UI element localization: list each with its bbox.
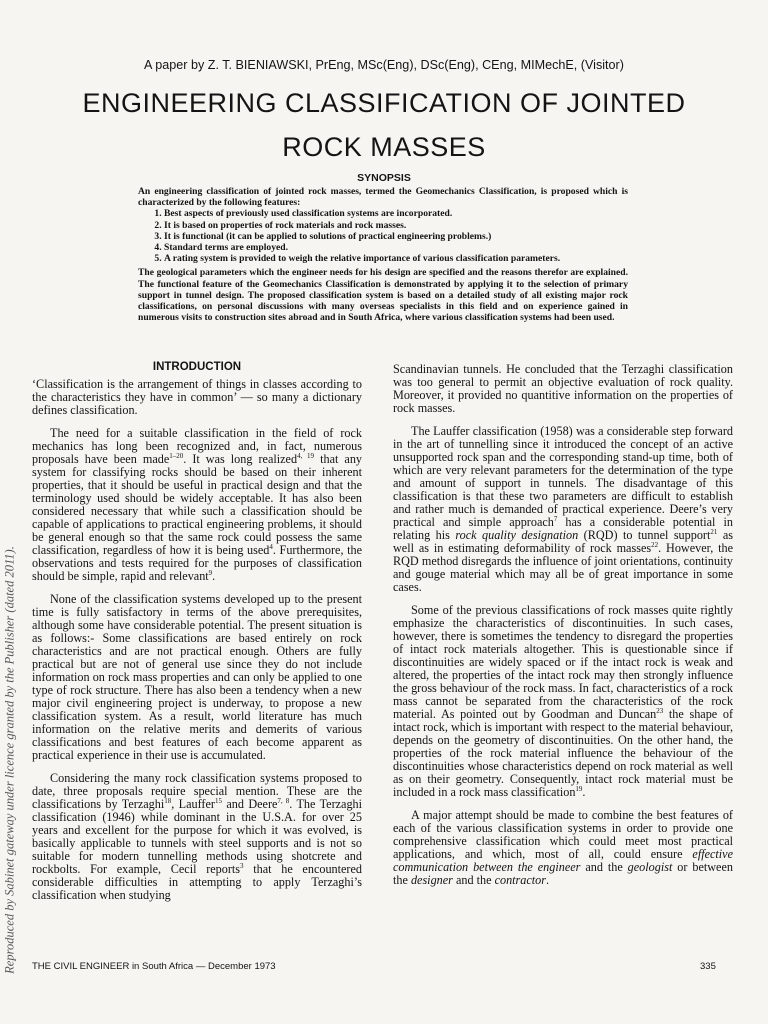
reproduction-notice: Reproduced by Sabinet gateway under licence granted by the Publisher (dated 2011). <box>2 546 17 974</box>
synopsis-intro: An engineering classification of jointed rock masses, termed the Geomechanics Classification, is proposed which is characterized by the following features: <box>138 186 628 209</box>
paragraph: The need for a suitable classification in the field of rock mechanics has long been recognized and, in fact, numerous proposals have been made$^{1-20}$. It was long realized$^{4, 19}$ that any system for classifying rocks should be based on their inherent properties, that it should be useful in practical design and that the terminology used should be widely acceptable. It has also been considered necessary that while such a classification should be capable of applications to practical engineering problems, it should be general enough so that the same rock could possess the same classification, regardless of how it is being used$^4$. Furthermore, the observations and tests required for the purposes of classification should be simple, rapid and relevant$^9$. <box>32 426 363 583</box>
paragraph: A major attempt should be made to combine the best features of each of the various classification systems in order to provide one comprehensive classification which could meet most practical applications, and which, most of all, could ensure effective communication between the engineer and the geologist or between the designer and the contractor. <box>393 808 733 887</box>
left-column <box>32 378 362 912</box>
synopsis <box>138 186 628 323</box>
synopsis-item: 1. Best aspects of previously used classification systems are incorporated. <box>164 208 628 219</box>
synopsis-item: 2. It is based on properties of rock materials and rock masses. <box>164 220 628 231</box>
author-byline: A paper by Z. T. BIENIAWSKI, PrEng, MSc(Eng), DSc(Eng), CEng, MIMechE, (Visitor) <box>144 58 624 72</box>
right-column <box>393 363 733 897</box>
synopsis-body: The geological parameters which the engineer needs for his design are specified and the reasons therefor are explained. The functional feature of the Geomechanics Classification is demonstrated by applying it to the selection of primary support in tunnel design. The proposed classification system is based on a detailed study of all existing major rock classifications, on personal discussions with many overseas specialists in this field and on experience gained in numerous visits to construction sites abroad and in South Africa, where various classification systems had been used. <box>138 267 628 324</box>
page-number: 335 <box>700 961 716 972</box>
paper-title-line-2: ROCK MASSES <box>282 132 486 162</box>
synopsis-feature-list <box>138 208 628 264</box>
paragraph: None of the classification systems developed up to the present time is fully satisfactory in terms of the above prerequisites, although some have considerable potential. The present situation is as follows:- Some classifications are based entirely on rock characteristics and are not practical enough. Others are fully practical but are not of general use since they do not include information on rock mass properties and can only be applied to one type of rock structure. There has also been a tendency when a new major civil engineering project is underway, to propose a new classification system. As a result, world literature has much information on the relative merits and demerits of various classifications and best features of each become apparent as practical experience in their use is accumulated. <box>32 592 362 762</box>
section-heading-introduction: INTRODUCTION <box>152 361 242 373</box>
paragraph: Some of the previous classifications of rock masses quite rightly emphasize the characteristics of discontinuities. In such cases, however, there is sometimes the tendency to disregard the properties of intact rock materials altogether. This is questionable since if discontinuities are widely spaced or if the intact rock is weak and altered, the properties of the intact rock may then strongly influence the gross behaviour of the rock mass. In fact, characteristics of a rock mass cannot be separated from the characteristics of the rock material. As pointed out by Goodman and Duncan$^{23}$ the shape of intact rock, which is important with respect to the material behaviour, depends on the geometry of discontinuities. On the other hand, the properties of the rock material influence the behaviour of the discontinuities whose characteristics depend on rock material as well as on their geometry. Consequently, intact rock material must be included in a rock mass classification$^{19}$. <box>393 603 733 799</box>
synopsis-item: 4. Standard terms are employed. <box>164 242 628 253</box>
synopsis-heading: SYNOPSIS <box>357 172 411 184</box>
paragraph: Considering the many rock classification systems proposed to date, three proposals require special mention. These are the classifications by Terzaghi$^{18}$, Lauffer$^{15}$ and Deere$^{7, 8}$. The Terzaghi classification (1946) while dominant in the U.S.A. for over 25 years and excellent for the purpose for which it was evolved, is basically applicable to tunnels with steel supports and is not so suitable for modern tunnelling methods using shotcrete and rockbolts. For example, Cecil reports$^3$ that he encountered considerable difficulties in attempting to apply Terzaghi’s classification when studying <box>32 771 363 902</box>
synopsis-item: 5. A rating system is provided to weigh the relative importance of various classification parameters. <box>164 253 628 264</box>
paragraph: ‘Classification is the arrangement of things in classes according to the characteristics they have in common’ — so many a dictionary defines classification. <box>32 377 362 417</box>
synopsis-item: 3. It is functional (it can be applied to solutions of practical engineering problems.) <box>164 231 628 242</box>
paragraph: The Lauffer classification (1958) was a considerable step forward in the art of tunnelling since it introduced the concept of an active unsupported rock span and the corresponding stand-up time, both of which are very relevant parameters for the determination of the type and amount of support in tunnels. The disadvantage of this classification is that these two parameters are difficult to establish and rather much is demanded of practical experience. Deere’s very practical and simple approach$^7$ has a considerable potential in relating his rock quality designation (RQD) to tunnel support$^{21}$ as well as in estimating deformability of rock masses$^{22}$. However, the RQD method disregards the influence of joint orientations, continuity and gouge material which may all be of great importance in some cases. <box>393 424 733 594</box>
journal-footer: THE CIVIL ENGINEER in South Africa — December 1973 <box>32 961 276 972</box>
paragraph: Scandinavian tunnels. He concluded that the Terzaghi classification was too general to permit an objective evaluation of rock quality. Moreover, it provided no quantitive information on the properties of rock masses. <box>393 362 733 415</box>
paper-title-line-1: ENGINEERING CLASSIFICATION OF JOINTED <box>82 88 686 118</box>
